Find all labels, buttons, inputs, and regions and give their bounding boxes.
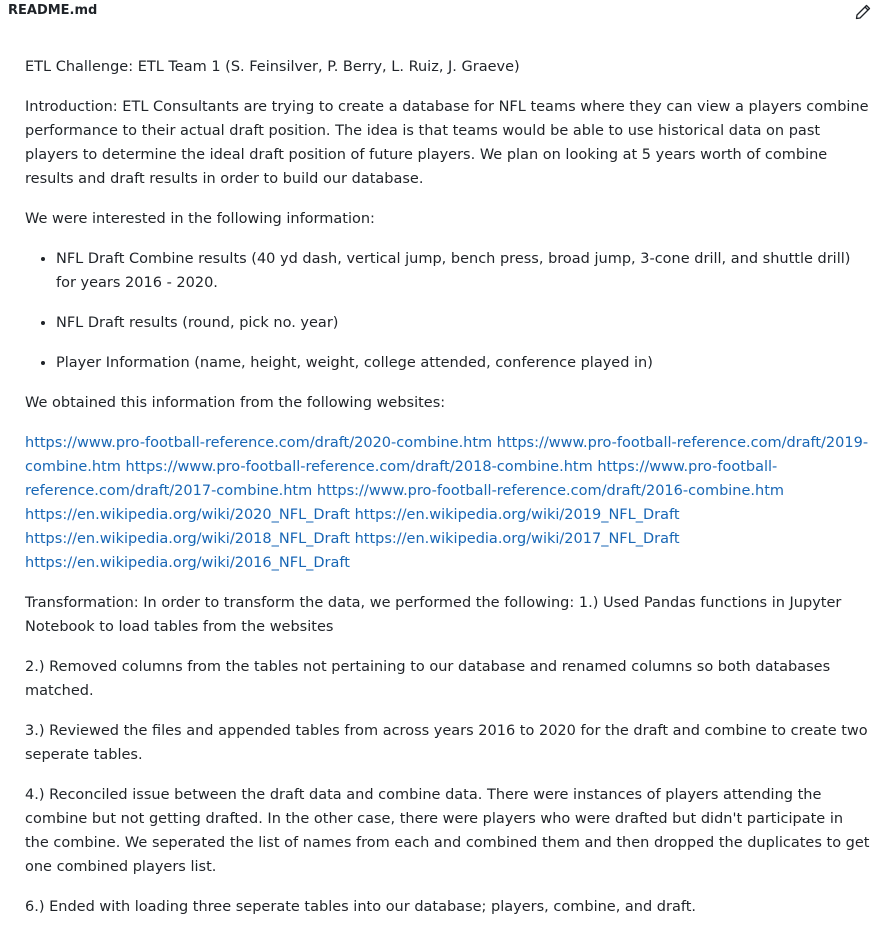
link-combine-2018[interactable]: https://www.pro-football-reference.com/draft/2018-combine.htm — [125, 459, 593, 475]
link-combine-2016[interactable]: https://www.pro-football-reference.com/draft/2016-combine.htm — [316, 483, 785, 499]
step-6-paragraph: 6.) Ended with loading three seperate tables into our database; players, combine, and draft. — [25, 899, 697, 915]
link-draft-2018[interactable]: https://en.wikipedia.org/wiki/2018_NFL_Draft — [25, 531, 350, 547]
transformation-paragraph: Transformation: In order to transform the data, we performed the following: 1.) Used Pandas functions in Jupyter Notebook to load tables from the websites — [25, 595, 842, 635]
step-2-paragraph: 2.) Removed columns from the tables not pertaining to our database and renamed columns so both databases matched. — [25, 659, 831, 699]
intro-paragraph: Introduction: ETL Consultants are trying to create a database for NFL teams where they can view a players combine performance to their actual draft position. The idea is that teams would be able to use historical data on past players to determine the ideal draft position of future players. We plan on looking at 5 years worth of combine results and draft results in order to build our database. — [25, 99, 869, 187]
info-list — [25, 247, 870, 375]
step-3-paragraph: 3.) Reviewed the files and appended tables from across years 2016 to 2020 for the draft and combine to create two seperate tables. — [25, 723, 868, 763]
step-4-paragraph: 4.) Reconciled issue between the draft data and combine data. There were instances of players attending the combine but not getting drafted. In the other case, there were players who were drafted but didn't participate in the combine. We seperated the list of names from each and combined them and then dropped the duplicates to get one combined players list. — [25, 787, 870, 875]
link-draft-2016[interactable]: https://en.wikipedia.org/wiki/2016_NFL_Draft — [25, 555, 350, 571]
readme-title: ETL Challenge: ETL Team 1 (S. Feinsilver, P. Berry, L. Ruiz, J. Graeve) — [25, 59, 520, 75]
pencil-icon[interactable] — [854, 3, 872, 21]
file-name: README.md — [8, 3, 98, 18]
file-header — [0, 0, 892, 26]
readme-content — [25, 55, 870, 935]
link-combine-2017[interactable]: https://www.pro-football-reference.com/draft/2017-combine.htm — [25, 459, 778, 499]
list-item: • NFL Draft Combine results (40 yd dash, vertical jump, bench press, broad jump, 3-cone drill, and shuttle drill) for years 2016 - 2020. — [56, 247, 870, 295]
obtained-paragraph: We obtained this information from the following websites: — [25, 395, 446, 411]
link-combine-2019[interactable]: https://www.pro-football-reference.com/draft/2019-combine.htm — [25, 435, 869, 475]
link-draft-2020[interactable]: https://en.wikipedia.org/wiki/2020_NFL_Draft — [25, 507, 350, 523]
link-draft-2017[interactable]: https://en.wikipedia.org/wiki/2017_NFL_Draft — [354, 531, 680, 547]
interested-paragraph: We were interested in the following information: — [25, 211, 375, 227]
link-combine-2020[interactable]: https://www.pro-football-reference.com/draft/2020-combine.htm — [25, 435, 493, 451]
link-draft-2019[interactable]: https://en.wikipedia.org/wiki/2019_NFL_Draft — [354, 507, 680, 523]
list-item: • NFL Draft results (round, pick no. year) — [56, 311, 870, 335]
links-paragraph — [25, 431, 870, 575]
list-item: • Player Information (name, height, weight, college attended, conference played in) — [56, 351, 870, 375]
